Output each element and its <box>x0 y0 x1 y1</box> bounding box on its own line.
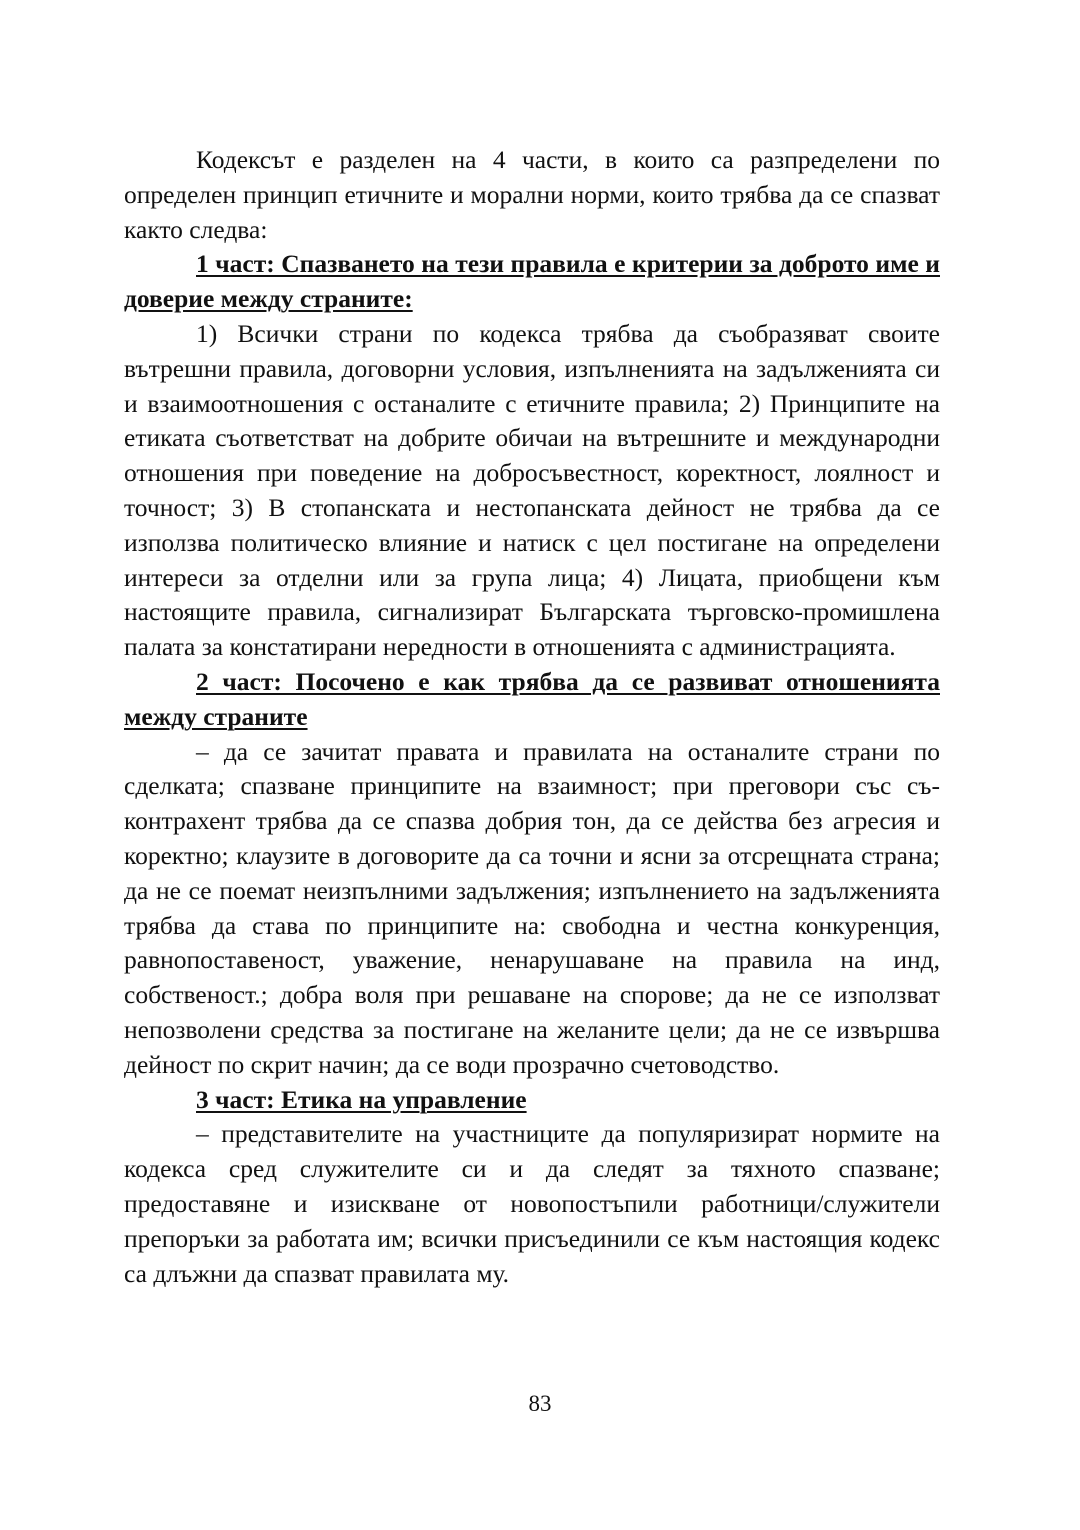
section-1-body: 1) Всички страни по кодекса трябва да съобразяват своите вътрешни правила, договорни условия, изпълненията на задълженията си и взаимоотношения с останалите с етичните правила; 2) Принципите на етиката съответстват на добрите обичаи на вътрешните и международни отношения при поведение на добросъвестност, коректност, лоялност и точност; 3) В стопанската и нестопанската дейност не трябва да се използва политическо влияние и натиск с цел постигане на определени интереси за отделни или за група лица; 4) Лицата, приобщени към настоящите правила, сигнализират Българската търговско-промишлена палата за констатирани нередности в отношенията с администрацията. <box>124 318 940 662</box>
page-number: 83 <box>528 1391 552 1416</box>
section-3-heading: 3 част: Етика на управление <box>196 1084 527 1114</box>
section-2-heading: 2 част: Посочено е как трябва да се развиват отношенията между страните <box>124 666 940 731</box>
section-2-body: – да се зачитат правата и правилата на останалите страни по сделката; спазване принципите на взаимност; при преговори със съконтрахент трябва да се спазва добрия тон, да се действа без агресия и коректно; клаузите в договорите да са точни и ясни за отсрещната страна; да не се поемат неизпълними задължения; изпълнението на задълженията трябва да става по принципите на: свободна и честна конкуренция, равнопоставеност, уважение, ненарушаване на правила на инд, собственост.; добра воля при решаване на спорове; да не се използват непозволени средства за постигане на желаните цели; да не се извършва дейност по скрит начин; да се води прозрачно счетоводство. <box>124 736 940 1079</box>
page-content <box>124 143 940 1291</box>
section-3-body: – представителите на участниците да популяризират нормите на кодекса сред служителите си и да следят за тяхното спазване; предоставяне и изискване от новопостъпили работници/служители препоръки за работата им; всички присъединили се към настоящия кодекс са длъжни да спазват правилата му. <box>124 1119 940 1288</box>
section-1-heading: 1 част: Спазването на тези правила е критерии за доброто име и доверие между страните: <box>124 249 940 314</box>
intro-paragraph: Кодексът е разделен на 4 части, в които са разпределени по определен принцип етичните и морални норми, които трябва да се спазват както следва: <box>124 145 940 244</box>
